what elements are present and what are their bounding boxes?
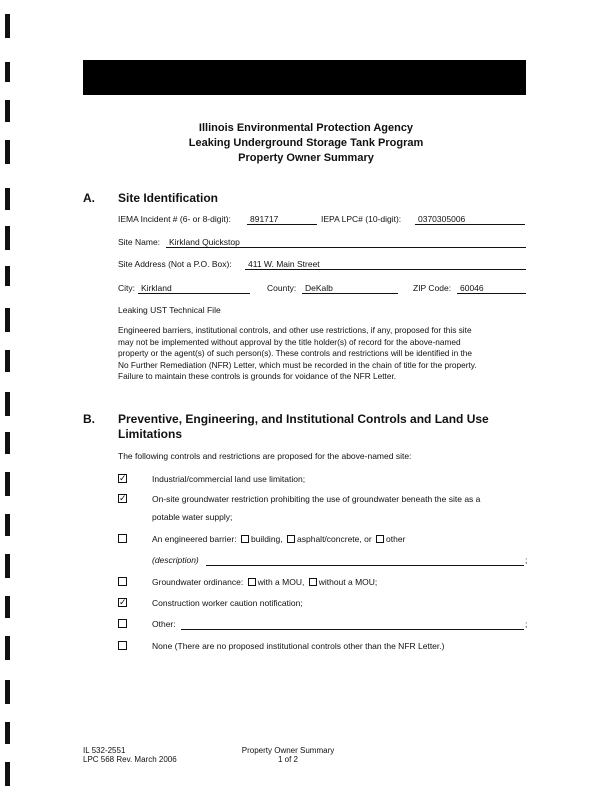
scan-edge-mark: [5, 722, 10, 744]
checkbox-groundwater-ordinance[interactable]: [118, 577, 127, 586]
item-groundwater-ordinance: [152, 577, 377, 587]
section-a-title: Site Identification: [118, 191, 219, 205]
checkbox-none[interactable]: [118, 641, 127, 650]
checkbox-other-barrier[interactable]: [376, 535, 384, 543]
item-groundwater-restriction: On-site groundwater restriction prohibiting the use of groundwater beneath the site as a: [152, 494, 481, 504]
county-label: County:: [267, 283, 297, 293]
checkbox-without-mou[interactable]: [309, 578, 317, 586]
scan-edge-mark: [5, 350, 10, 372]
restrictions-paragraph: [118, 325, 528, 383]
other-field[interactable]: [181, 629, 524, 630]
iema-label: IEMA Incident # (6- or 8-digit):: [118, 214, 231, 224]
section-b-title-line: Preventive, Engineering, and Institutional Controls and Land Use: [118, 412, 489, 426]
checkbox-land-use[interactable]: [118, 474, 127, 483]
site-address-field[interactable]: 411 W. Main Street: [245, 259, 526, 270]
engineered-barrier-label: An engineered barrier:: [152, 534, 237, 544]
description-semicolon: ;: [525, 555, 528, 565]
zip-label: ZIP Code:: [413, 283, 452, 293]
section-b-title: [118, 412, 489, 442]
paragraph-line: Failure to maintain these controls is grounds for voidance of the NFR Letter.: [118, 371, 397, 381]
zip-field[interactable]: 60046: [457, 283, 526, 294]
groundwater-ordinance-label: Groundwater ordinance:: [152, 577, 244, 587]
item-none: None (There are no proposed institutional controls other than the NFR Letter.): [152, 641, 445, 651]
agency-title: Illinois Environmental Protection Agency: [198, 122, 414, 134]
form-revision: LPC 568 Rev. March 2006: [83, 755, 177, 764]
site-name-field[interactable]: Kirkland Quickstop: [166, 237, 526, 248]
paragraph-line: property or the agent(s) of such person(s). These controls and restrictions will be identified in the: [118, 348, 473, 358]
check-mark-icon: ✓: [119, 597, 127, 607]
scan-edge-mark: [5, 14, 10, 38]
scan-edge-mark: [5, 762, 10, 786]
other-semicolon: ;: [525, 619, 528, 629]
scan-edge-mark: [5, 100, 10, 122]
section-b-letter: B.: [83, 412, 95, 426]
section-a-letter: A.: [83, 191, 95, 205]
footer-form-info: [83, 746, 177, 764]
controls-intro: The following controls and restrictions are proposed for the above-named site:: [118, 451, 412, 461]
check-mark-icon: ✓: [119, 473, 127, 483]
scan-edge-mark: [5, 554, 10, 578]
scan-edge-mark: [5, 432, 10, 454]
item-construction-worker: Construction worker caution notification;: [152, 598, 303, 608]
checkbox-asphalt-concrete[interactable]: [287, 535, 295, 543]
option-asphalt-concrete: asphalt/concrete, or: [297, 534, 372, 544]
city-field[interactable]: Kirkland: [138, 283, 250, 294]
checkbox-construction-worker[interactable]: [118, 598, 127, 607]
option-without-mou: without a MOU;: [318, 577, 378, 587]
footer-page-info: [230, 746, 346, 764]
item-other: Other:: [152, 619, 176, 629]
paragraph-line: Engineered barriers, institutional controls, and other use restrictions, if any, proposed for this site: [118, 325, 472, 335]
option-with-mou: with a MOU,: [257, 577, 305, 587]
scan-edge-mark: [5, 226, 10, 250]
check-mark-icon: ✓: [119, 493, 127, 503]
scan-edge-mark: [5, 680, 10, 704]
lpc-label: IEPA LPC# (10-digit):: [321, 214, 402, 224]
scan-edge-mark: [5, 596, 10, 618]
redaction-banner: [83, 60, 526, 95]
checkbox-building[interactable]: [241, 535, 249, 543]
option-other: other: [386, 534, 406, 544]
section-b-title-line: Limitations: [118, 427, 183, 441]
checkbox-groundwater-restriction[interactable]: [118, 494, 127, 503]
city-label: City:: [118, 283, 135, 293]
iema-field[interactable]: 891717: [247, 214, 317, 225]
item-groundwater-restriction-cont: potable water supply;: [152, 512, 233, 522]
document-title: Property Owner Summary: [238, 152, 374, 164]
scan-edge-mark: [5, 188, 10, 210]
paragraph-line: No Further Remediation (NFR) Letter, which must be recorded in the chain of title for the property.: [118, 359, 477, 370]
site-address-label: Site Address (Not a P.O. Box):: [118, 259, 232, 269]
lpc-field[interactable]: 0370305006: [415, 214, 525, 225]
scan-edge-mark: [5, 636, 10, 660]
footer-doc-name: Property Owner Summary: [241, 746, 335, 755]
checkbox-engineered-barrier[interactable]: [118, 534, 127, 543]
description-label: (description): [152, 555, 199, 565]
paragraph-line: may not be implemented without approval by the title holder(s) of record for the above-named: [118, 336, 461, 347]
checkbox-with-mou[interactable]: [248, 578, 256, 586]
scan-edge-mark: [5, 514, 10, 536]
option-building: building,: [250, 534, 283, 544]
scan-edge-mark: [5, 62, 10, 82]
page-number: 1 of 2: [277, 755, 298, 764]
item-land-use: Industrial/commercial land use limitation;: [152, 474, 306, 484]
county-field[interactable]: DeKalb: [302, 283, 398, 294]
checkbox-other[interactable]: [118, 619, 127, 628]
item-engineered-barrier: [152, 534, 405, 544]
scan-edge-mark: [5, 392, 10, 416]
scan-edge-mark: [5, 266, 10, 286]
program-title: Leaking Underground Storage Tank Program: [188, 137, 424, 149]
scan-edge-mark: [5, 308, 10, 332]
form-id: IL 532-2551: [83, 746, 126, 755]
description-field[interactable]: [206, 565, 524, 566]
technical-file-label: Leaking UST Technical File: [118, 305, 221, 315]
scan-edge-mark: [5, 472, 10, 496]
site-name-label: Site Name:: [118, 237, 161, 247]
